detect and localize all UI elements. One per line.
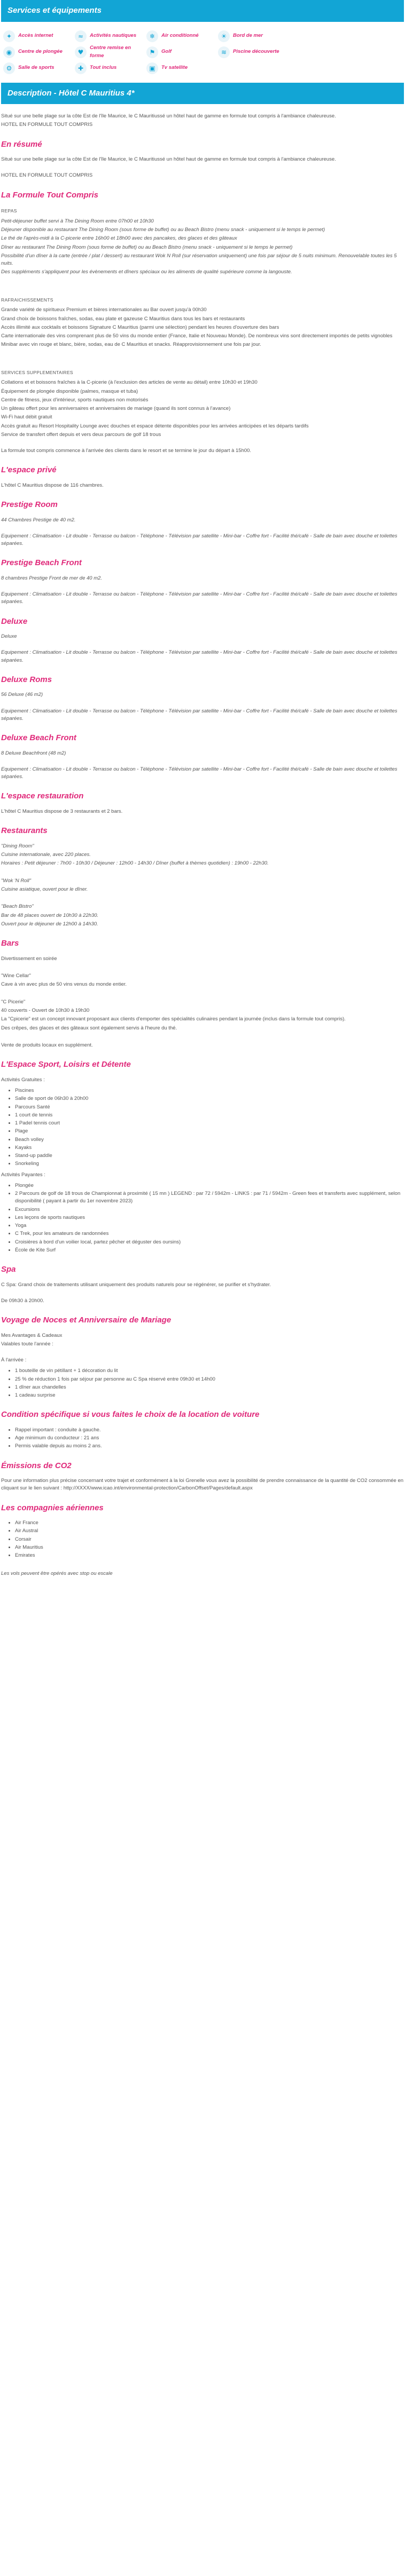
text-line: Dîner au restaurant The Dining Room (sous forme de buffet) ou au Beach Bistro (menu snack - uniquement si le temps le permet) — [1, 244, 293, 250]
car-condition-title: Condition spécifique si vous faites le choix de la location de voiture — [1, 1410, 260, 1420]
service-label: Salle de sports — [18, 65, 54, 71]
text-line: "C Picerie" — [1, 998, 26, 1005]
service-item — [3, 46, 75, 58]
list-item: • Permis valable depuis au moins 2 ans. — [15, 1442, 404, 1450]
airlines-title: Les compagnies aériennes — [1, 1503, 104, 1512]
list-item: • 1 court de tennis — [15, 1112, 404, 1119]
list-item: • Emirates — [15, 1552, 404, 1559]
room-title: Prestige Room — [1, 500, 58, 509]
service-item — [75, 62, 146, 74]
text-line: Bar de 48 places ouvert de 10h30 à 22h30. — [1, 912, 99, 918]
service-label: Centre de plongée — [18, 49, 63, 55]
all-inclusive-icon: ✚ — [75, 62, 87, 74]
prive-title: L'espace privé — [1, 465, 57, 475]
text-line: Grande variété de spiritueux Premium et bières internationales au Bar ouvert jusqu'à 00h30 — [1, 307, 207, 313]
list-item: • 1 bouteille de vin pétillant + 1 décoration du lit — [15, 1367, 404, 1375]
golf-icon: ⚑ — [146, 46, 158, 58]
rooms-list — [1, 499, 404, 781]
room-title: Deluxe Roms — [1, 675, 52, 684]
room-equipment: Equipement : Climatisation - Lit double - Terrasse ou balcon - Téléphone - Télévision par satellite - Mini-bar - Coffre fort - Facilité thé/café - Salle de bain avec douche et toilettes séparées. — [1, 708, 398, 722]
co2-text: Pour une information plus précise concernant votre trajet et conformément à la loi Grenelle vous avez la possibilité de prendre connaissance de la quantité de CO2 consommée en cliquant sur le lien suivant : http://XXXX/www.icao.int/environmental-protection/CarbonOffset/Pages/default.aspx — [1, 1478, 404, 1492]
room-size: 8 Deluxe Beachfront (48 m2) — [1, 750, 66, 756]
wedding-text1: Mes Avantages & Cadeaux — [1, 1332, 63, 1338]
prive-text: L'hôtel C Mauritius dispose de 116 chambres. — [1, 482, 104, 488]
text-line: Accès illimité aux cocktails et boissons Signature C Mauritius (parmi une sélection) pendant les heures d'ouverture des bars — [1, 324, 279, 330]
service-item — [146, 30, 218, 42]
restaurants-list — [1, 843, 404, 929]
service-item — [3, 62, 75, 74]
list-item: • Air Mauritius — [15, 1544, 404, 1551]
list-item: • Excursions — [15, 1206, 404, 1214]
list-item: • Yoga — [15, 1222, 404, 1230]
text-line: Divertissement en soirée — [1, 955, 57, 962]
list-item: • Les leçons de sports nautiques — [15, 1214, 404, 1222]
service-item — [75, 30, 146, 42]
resume-text: Situé sur une belle plage sur la côte Est de l'île Maurice, le C Mauritiussé un hôtel haut de gamme en formule tout compris à l'ambiance chaleureuse. — [1, 156, 336, 162]
text-line: Accès gratuit au Resort Hospitality Lounge avec douches et espace détente disponibles pour les arrivées anticipées et les départs tardifs — [1, 423, 309, 429]
text-line: "Beach Bistro" — [1, 903, 34, 910]
text-line: Cuisine internationale, avec 220 places. — [1, 851, 91, 858]
list-item: • Age minimum du conducteur : 21 ans — [15, 1434, 404, 1442]
text-line: Le thé de l'après-midi à la C-picerie entre 16h00 et 18h00 avec des pancakes, des glaces et des gâteaux — [1, 235, 237, 242]
list-item: • Air France — [15, 1519, 404, 1527]
text-line: Un gâteau offert pour les anniversaires et anniversaires de mariage (quand ils sont connus à l'avance) — [1, 406, 231, 411]
list-item: • Salle de sport de 06h30 à 20h00 — [15, 1095, 404, 1103]
resto-space-title: L'espace restauration — [1, 791, 84, 801]
service-item — [218, 30, 290, 42]
sport-paid-list — [15, 1182, 404, 1254]
text-line: Petit-déjeuner buffet servi à The Dining Room entre 07h00 et 10h30 — [1, 218, 154, 224]
text-line: Centre de fitness, jeux d'intérieur, sports nautiques non motorisés — [1, 397, 149, 403]
fitness-icon: ♥ — [75, 46, 87, 58]
service-label: Centre remise en forme — [89, 45, 131, 59]
beach-icon: ☀ — [218, 30, 230, 42]
list-item: • 1 Padel tennis court — [15, 1120, 404, 1127]
resume-formula: HOTEL EN FORMULE TOUT COMPRIS — [1, 172, 93, 179]
text-line: Carte internationale des vins comprenant plus de 50 vins du monde entier (France, Italie et Nouveau Monde). De nombreux vins sont directement importés de petits vignobles — [1, 333, 393, 339]
service-item — [146, 46, 218, 58]
text-line — [1, 990, 404, 997]
list-item: • Plage — [15, 1128, 404, 1135]
list-item: • 25 % de réduction 1 fois par séjour par personne au C Spa réservé entre 09h30 et 14h00 — [15, 1376, 404, 1383]
services-header: Services et équipements — [1, 0, 404, 22]
pool-icon: ≋ — [218, 46, 230, 58]
room-equipment: Equipement : Climatisation - Lit double - Terrasse ou balcon - Téléphone - Télévision par satellite - Mini-bar - Coffre fort - Facilité thé/café - Salle de bain avec douche et toilettes séparées. — [1, 591, 398, 605]
room-size: Deluxe — [1, 633, 17, 639]
formule-title: La Formule Tout Compris — [1, 190, 98, 200]
text-line: Déjeuner disponible au restaurant The Dining Room (sous forme de buffet) ou au Beach Bistro (menu snack - uniquement si le temps le permet) — [1, 227, 325, 233]
wedding-label: À l'arrivée : — [1, 1357, 27, 1363]
diving-icon: ◉ — [3, 46, 15, 58]
tv-icon: ▣ — [146, 62, 158, 74]
text-line — [1, 1033, 404, 1041]
list-item: • 1 dîner aux chandelles — [15, 1384, 404, 1391]
room-equipment: Equipement : Climatisation - Lit double - Terrasse ou balcon - Téléphone - Télévision par satellite - Mini-bar - Coffre fort - Facilité thé/café - Salle de bain avec douche et toilettes séparées. — [1, 533, 398, 546]
gym-icon: ⚙ — [3, 62, 15, 74]
list-item: • Air Austral — [15, 1527, 404, 1535]
car-condition-list — [15, 1426, 404, 1451]
room-title: Deluxe — [1, 616, 28, 626]
list-item: • Kayaks — [15, 1144, 404, 1152]
room-size: 44 Chambres Prestige de 40 m2. — [1, 517, 76, 523]
rafr-title: RAFRAICHISSEMENTS — [1, 297, 53, 303]
text-line: Des crêpes, des glaces et des gâteaux sont également servis à l'heure du thé. — [1, 1025, 177, 1031]
service-label: Piscine découverte — [233, 49, 279, 55]
service-label: Air conditionné — [161, 33, 199, 39]
formule-note: La formule tout compris commence à l'arrivée des clients dans le resort et se termine le jour du départ à 15h00. — [1, 448, 252, 454]
text-line: La "Cpicerie" est un concept innovant proposant aux clients d'emporter des spécialités culinaires pendant la journée (inclus dans la formule tout compris). — [1, 1016, 346, 1023]
service-item — [146, 62, 218, 74]
text-line: Équipement de plongée disponible (palmes, masque et tuba) — [1, 388, 138, 394]
text-line: Collations et et boissons fraîches à la C-picerie (à l'exclusion des articles de vente au détail) entre 10h30 et 19h30 — [1, 379, 258, 386]
resto-space-text: L'hôtel C Mauritius dispose de 3 restaurants et 2 bars. — [1, 808, 123, 814]
repas-list — [1, 218, 404, 276]
list-item: • Croisières à bord d'un voilier local, partez pêcher et déguster des oursins) — [15, 1239, 404, 1246]
snowflake-icon: ❄ — [146, 30, 158, 42]
list-item: • Plongée — [15, 1182, 404, 1190]
text-line: Possibilité d'un dîner à la carte (entrée / plat / dessert) au restaurant Wok N Roll (sur réservation uniquement) une fois par séjour de 5 nuits minimum. Renouvelable toutes les 5 nuits. — [1, 252, 397, 266]
text-line: 40 couverts - Ouvert de 10h30 à 19h30 — [1, 1008, 90, 1013]
text-line: "Wok 'N Roll" — [1, 877, 32, 884]
wifi-icon: ✦ — [3, 30, 15, 42]
wedding-text2: Valables toute l'année : — [1, 1341, 53, 1347]
list-item: • C Trek, pour les amateurs de randonnées — [15, 1230, 404, 1238]
text-line — [1, 894, 404, 902]
service-item — [3, 30, 75, 42]
description-header: Description - Hôtel C Mauritius 4* — [1, 83, 404, 105]
repas-title: REPAS — [1, 208, 17, 213]
serv-list — [1, 379, 404, 439]
text-line: Ouvert pour le déjeuner de 12h00 à 14h30. — [1, 921, 98, 927]
list-item: • Corsair — [15, 1536, 404, 1543]
waves-icon: ≈ — [75, 30, 87, 42]
intro-formula: HOTEL EN FORMULE TOUT COMPRIS — [1, 122, 93, 128]
service-label: Golf — [161, 49, 172, 55]
restaurants-title: Restaurants — [1, 826, 48, 835]
service-label: Accès internet — [18, 33, 53, 39]
list-item: • 2 Parcours de golf de 18 trous de Championnat à proximité ( 15 mn ) LEGEND : par 72 / 5942m - LINKS : par 71 / 5942m - Green fees et transferts avec supplément, selon disponibilité ( payant à partir du 1er novembre 2023) — [15, 1190, 404, 1206]
spa-title: Spa — [1, 1265, 16, 1274]
list-item: • Beach volley — [15, 1136, 404, 1144]
airlines-list — [15, 1519, 404, 1559]
text-line: "Dining Room" — [1, 843, 34, 849]
description-content — [0, 104, 405, 1590]
wedding-list — [15, 1367, 404, 1399]
service-item — [75, 46, 146, 58]
resume-title: En résumé — [1, 139, 42, 149]
service-item — [218, 46, 290, 58]
text-line: Grand choix de boissons fraîches, sodas, eau plate et gazeuse C Mauritius dans tous les bars et restaurants — [1, 315, 245, 322]
list-item: • Snorkeling — [15, 1160, 404, 1168]
service-label: Activités nautiques — [90, 33, 137, 39]
list-item: • Rappel important : conduite à gauche. — [15, 1426, 404, 1434]
services-grid — [0, 22, 405, 83]
text-line: "Wine Cellar" — [1, 973, 31, 979]
airlines-note: Les vols peuvent être opérés avec stop ou escale — [1, 1571, 113, 1577]
service-label: Tv satellite — [161, 65, 188, 71]
service-label: Tout inclus — [90, 65, 117, 71]
room-equipment: Equipement : Climatisation - Lit double - Terrasse ou balcon - Téléphone - Télévision par satellite - Mini-bar - Coffre fort - Facilité thé/café - Salle de bain avec douche et toilettes séparées. — [1, 766, 398, 780]
rafr-list — [1, 306, 404, 348]
text-line: Des suppléments s'appliquent pour les évènements et dîners spéciaux ou les aliments de qualité supérieure comme la langouste. — [1, 269, 292, 275]
text-line: Service de transfert offert depuis et vers deux parcours de golf 18 trous — [1, 431, 161, 438]
sport-title: L'Espace Sport, Loisirs et Détente — [1, 1060, 131, 1069]
list-item: • École de Kite Surf — [15, 1247, 404, 1254]
spa-text: C Spa: Grand choix de traitements utilisant uniquement des produits naturels pour se régénérer, se purifier et s'hydrater. — [1, 1281, 271, 1288]
text-line: Vente de produits locaux en supplément. — [1, 1042, 93, 1048]
sport-paid-label: Activités Payantes : — [1, 1171, 45, 1178]
bars-title: Bars — [1, 939, 19, 948]
text-line: Wi-Fi haut débit gratuit — [1, 414, 52, 421]
room-size: 56 Deluxe (46 m2) — [1, 692, 43, 698]
sport-free-label: Activités Gratuites : — [1, 1076, 45, 1083]
text-line — [1, 964, 404, 971]
bars-list — [1, 955, 404, 1050]
list-item: • Piscines — [15, 1087, 404, 1095]
text-line: Cuisine asiatique, ouvert pour le dîner. — [1, 886, 88, 892]
list-item: • 1 cadeau surprise — [15, 1392, 404, 1399]
sport-free-list — [15, 1087, 404, 1168]
list-item: • Parcours Santé — [15, 1104, 404, 1111]
serv-title: SERVICES SUPPLEMENTAIRES — [1, 369, 73, 375]
text-line: Minibar avec vin rouge et blanc, bière, sodas, eau de C Mauritius et snacks. Réapprovisionnement une fois par jour. — [1, 342, 261, 348]
room-equipment: Equipement : Climatisation - Lit double - Terrasse ou balcon - Téléphone - Télévision par satellite - Mini-bar - Coffre fort - Facilité thé/café - Salle de bain avec douche et toilettes séparées. — [1, 649, 398, 663]
list-item: • Stand-up paddle — [15, 1152, 404, 1160]
room-size: 8 chambres Prestige Front de mer de 40 m2. — [1, 575, 103, 581]
text-line: Horaires : Petit déjeuner : 7h00 - 10h30 / Déjeuner : 12h00 - 14h30 / Dîner (buffet à thèmes quotidien) : 19h00 - 22h30. — [1, 860, 269, 866]
intro-text: Situé sur une belle plage sur la côte Est de l'île Maurice, le C Mauritiussé un hôtel haut de gamme en formule tout compris à l'ambiance chaleureuse. — [1, 113, 336, 119]
spa-hours: De 09h30 à 20h00. — [1, 1297, 44, 1304]
room-title: Prestige Beach Front — [1, 558, 82, 568]
text-line: Cave à vin avec plus de 50 vins venus du monde entier. — [1, 981, 127, 988]
text-line — [1, 868, 404, 876]
wedding-title: Voyage de Noces et Anniversaire de Mariage — [1, 1315, 172, 1325]
room-title: Deluxe Beach Front — [1, 733, 76, 742]
service-label: Bord de mer — [233, 33, 263, 39]
co2-title: Émissions de CO2 — [1, 1461, 72, 1470]
